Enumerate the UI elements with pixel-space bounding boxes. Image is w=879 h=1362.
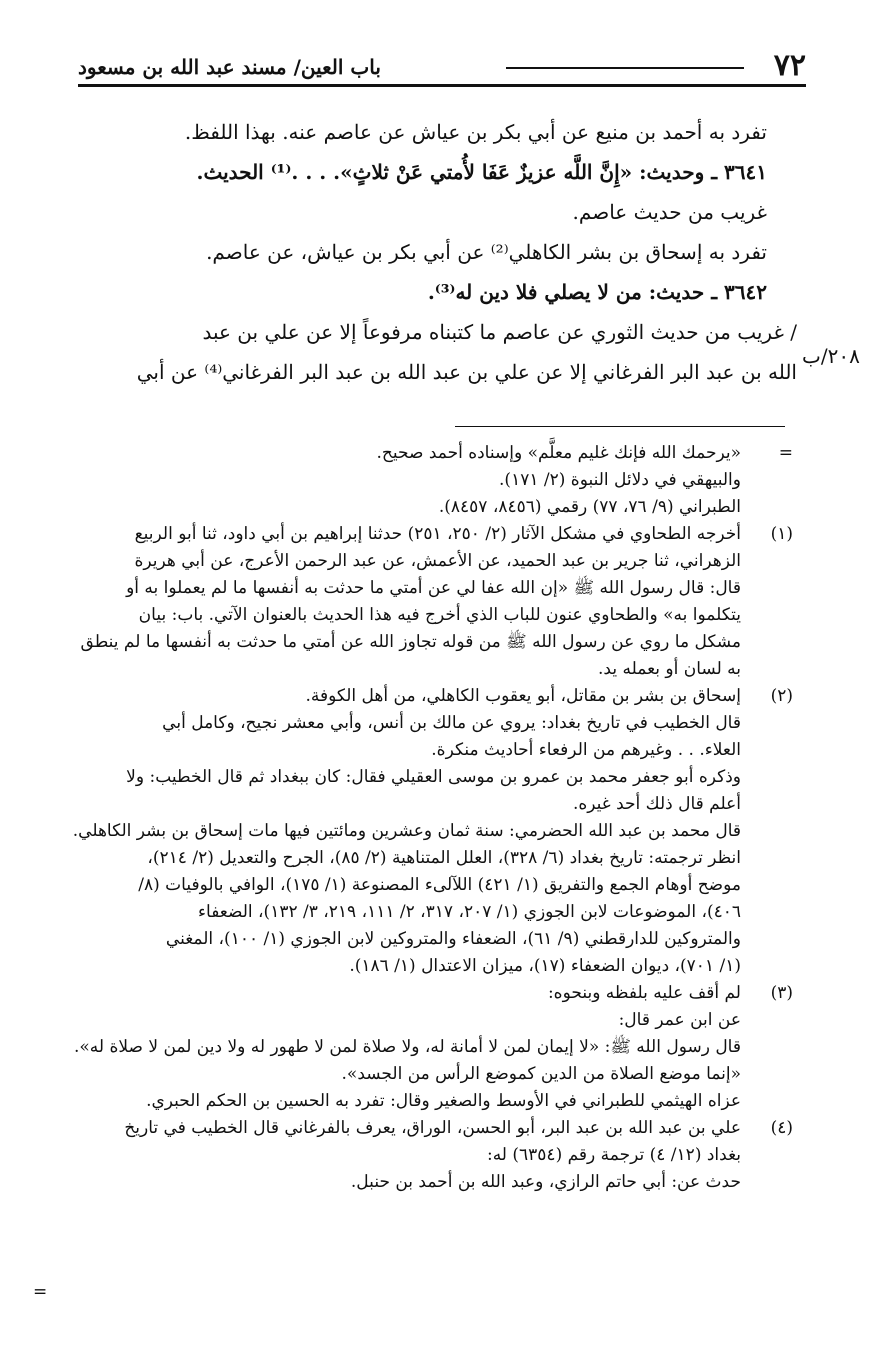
footnote-4	[73, 1115, 793, 1196]
footnote-number: (٤)	[770, 1118, 793, 1138]
footnote-separator	[455, 426, 785, 427]
footnote-line: عن ابن عمر قال:	[618, 1010, 741, 1030]
footnote-line: حدث عن: أبي حاتم الرازي، وعبد الله بن أحمد بن حنبل.	[350, 1172, 741, 1192]
main-text	[97, 112, 797, 392]
footnote-line: يتكلموا به» والطحاوي عنون للباب الذي أخرج فيه هذا الحديث بالعنوان الآتي. باب: بيان	[138, 605, 741, 625]
footnote-line: الزهراني، ثنا جرير بن عبد الحميد، عن الأعمش، عن عبد الرحمن الأعرج، عن أبي هريرة	[134, 551, 741, 571]
footnote-2	[73, 683, 793, 980]
running-title: باب العين/ مسند عبد الله بن مسعود	[78, 55, 381, 79]
footnote-line: «يرحمك الله فإنك غليم معلَّم» وإسناده أحمد صحيح.	[376, 443, 741, 463]
footnote-number: (٢)	[770, 686, 793, 706]
footnote-line: قال محمد بن عبد الله الحضرمي: سنة ثمان وعشرين ومائتين فيها مات إسحاق بن بشر الكاهلي.	[72, 821, 741, 841]
page-number: ٧٢	[773, 48, 806, 83]
footnote-line: ٤٠٦)، الموضوعات لابن الجوزي (١/ ٢٠٧، ٣١٧، ٢/ ١١١، ٢١٩، ٣/ ١٣٢)، الضعفاء	[198, 902, 741, 922]
footnote-line: بغداد (١٢/ ٤) ترجمة رقم (٦٣٥٤) له:	[486, 1145, 741, 1165]
hadith-3641-line: ٣٦٤١ ـ وحديث: «إِنَّ اللَّه عزيزٌ عَفَا لأُمتي عَنْ ثلاثٍ». . . .⁽¹⁾ الحديث.	[196, 160, 767, 184]
footnote-line: قال رسول الله ﷺ: «لا إيمان لمن لا أمانة له، ولا صلاة لمن لا طهور له ولا دين لمن لا صلاة له».	[73, 1037, 741, 1057]
footnote-line: أخرجه الطحاوي في مشكل الآثار (٢/ ٢٥٠، ٢٥١) حدثنا إبراهيم بن أبي داود، ثنا أبو الربيع	[134, 524, 741, 544]
footnote-line: وذكره أبو جعفر محمد بن عمرو بن موسى العقيلي فقال: كان ببغداد ثم قال الخطيب: ولا	[126, 767, 741, 787]
footnote-line: مشكل ما روي عن رسول الله ﷺ من قوله تجاوز الله عن أمتي ما حدثت به أنفسها ما لم ينطق	[80, 632, 741, 652]
hadith-3642-line: ٣٦٤٢ ـ حديث: من لا يصلي فلا دين له⁽³⁾.	[427, 280, 767, 304]
main-line: غريب من حديث عاصم.	[572, 200, 767, 224]
main-line: تفرد به إسحاق بن بشر الكاهلي⁽²⁾ عن أبي بكر بن عياش، عن عاصم.	[206, 240, 767, 264]
footnote-number: (١)	[770, 524, 793, 544]
main-line: تفرد به أحمد بن منيع عن أبي بكر بن عياش عن عاصم عنه. بهذا اللفظ.	[184, 120, 767, 144]
footnote-line: به لسان أو بعمله يد.	[598, 659, 741, 679]
header-line	[506, 67, 744, 69]
footnote-continued	[73, 440, 793, 521]
footnote-number: (٣)	[770, 983, 793, 1003]
footnote-line: موضح أوهام الجمع والتفريق (١/ ٤٢١) اللآلىء المصنوعة (١/ ١٧٥)، الوافي بالوفيات (٨/	[138, 875, 741, 895]
footnote-line: والمتروكين للدارقطني (٩/ ٦١)، الضعفاء والمتروكين لابن الجوزي (١/ ١٠٠)، المغني	[165, 929, 741, 949]
footnote-line: لم أقف عليه بلفظه وبنحوه:	[547, 983, 741, 1003]
footnote-line: عزاه الهيثمي للطبراني في الأوسط والصغير وقال: تفرد به الحسين بن الحكم الحبري.	[146, 1091, 741, 1111]
footnote-line: قال الخطيب في تاريخ بغداد: يروي عن مالك بن أنس، وأبي معشر نجيح، وكامل أبي	[162, 713, 741, 733]
footnotes	[73, 440, 793, 1196]
footnote-line: «إنما موضع الصلاة من الدين كموضع الرأس من الجسد».	[341, 1064, 741, 1084]
footnote-line: أعلم قال ذلك أحد غيره.	[572, 794, 741, 814]
continuation-mark: =	[33, 1282, 48, 1302]
main-line: / غريب من حديث الثوري عن عاصم ما كتبناه مرفوعاً إلا عن علي بن عبد	[202, 320, 797, 344]
footnote-1	[73, 521, 793, 683]
footnote-line: قال: قال رسول الله ﷺ «إن الله عفا لي عن أمتي ما حدثت به أنفسها ما لم يعملوا به أو	[126, 578, 741, 598]
continued-mark: =	[778, 443, 793, 463]
footnote-line: الطبراني (٩/ ٧٦، ٧٧) رقمي (٨٤٥٦، ٨٤٥٧).	[438, 497, 741, 517]
footnote-line: انظر ترجمته: تاريخ بغداد (٦/ ٣٢٨)، العلل المتناهية (٢/ ٨٥)، الجرح والتعديل (٢/ ٢١٤)،	[147, 848, 741, 868]
footnote-line: (١/ ٧٠١)، ديوان الضعفاء (١٧)، ميزان الاعتدال (١/ ١٨٦).	[349, 956, 741, 976]
footnote-line: والبيهقي في دلائل النبوة (٢/ ١٧١).	[499, 470, 741, 490]
footnote-line: علي بن عبد الله بن عبد البر، أبو الحسن، الوراق، يعرف بالفرغاني قال الخطيب في تاريخ	[124, 1118, 741, 1138]
footnote-line: العلاء. . . وغيرهم من الرفعاء أحاديث منكرة.	[431, 740, 741, 760]
page-header	[78, 48, 806, 84]
footnote-line: إسحاق بن بشر بن مقاتل، أبو يعقوب الكاهلي، من أهل الكوفة.	[305, 686, 741, 706]
header-rule	[78, 84, 806, 87]
manuscript-folio-note: ٢٠٨/ب	[802, 344, 860, 368]
footnote-3	[73, 980, 793, 1115]
main-line: الله بن عبد البر الفرغاني إلا عن علي بن عبد الله بن عبد البر الفرغاني⁽⁴⁾ عن أبي	[136, 360, 797, 384]
